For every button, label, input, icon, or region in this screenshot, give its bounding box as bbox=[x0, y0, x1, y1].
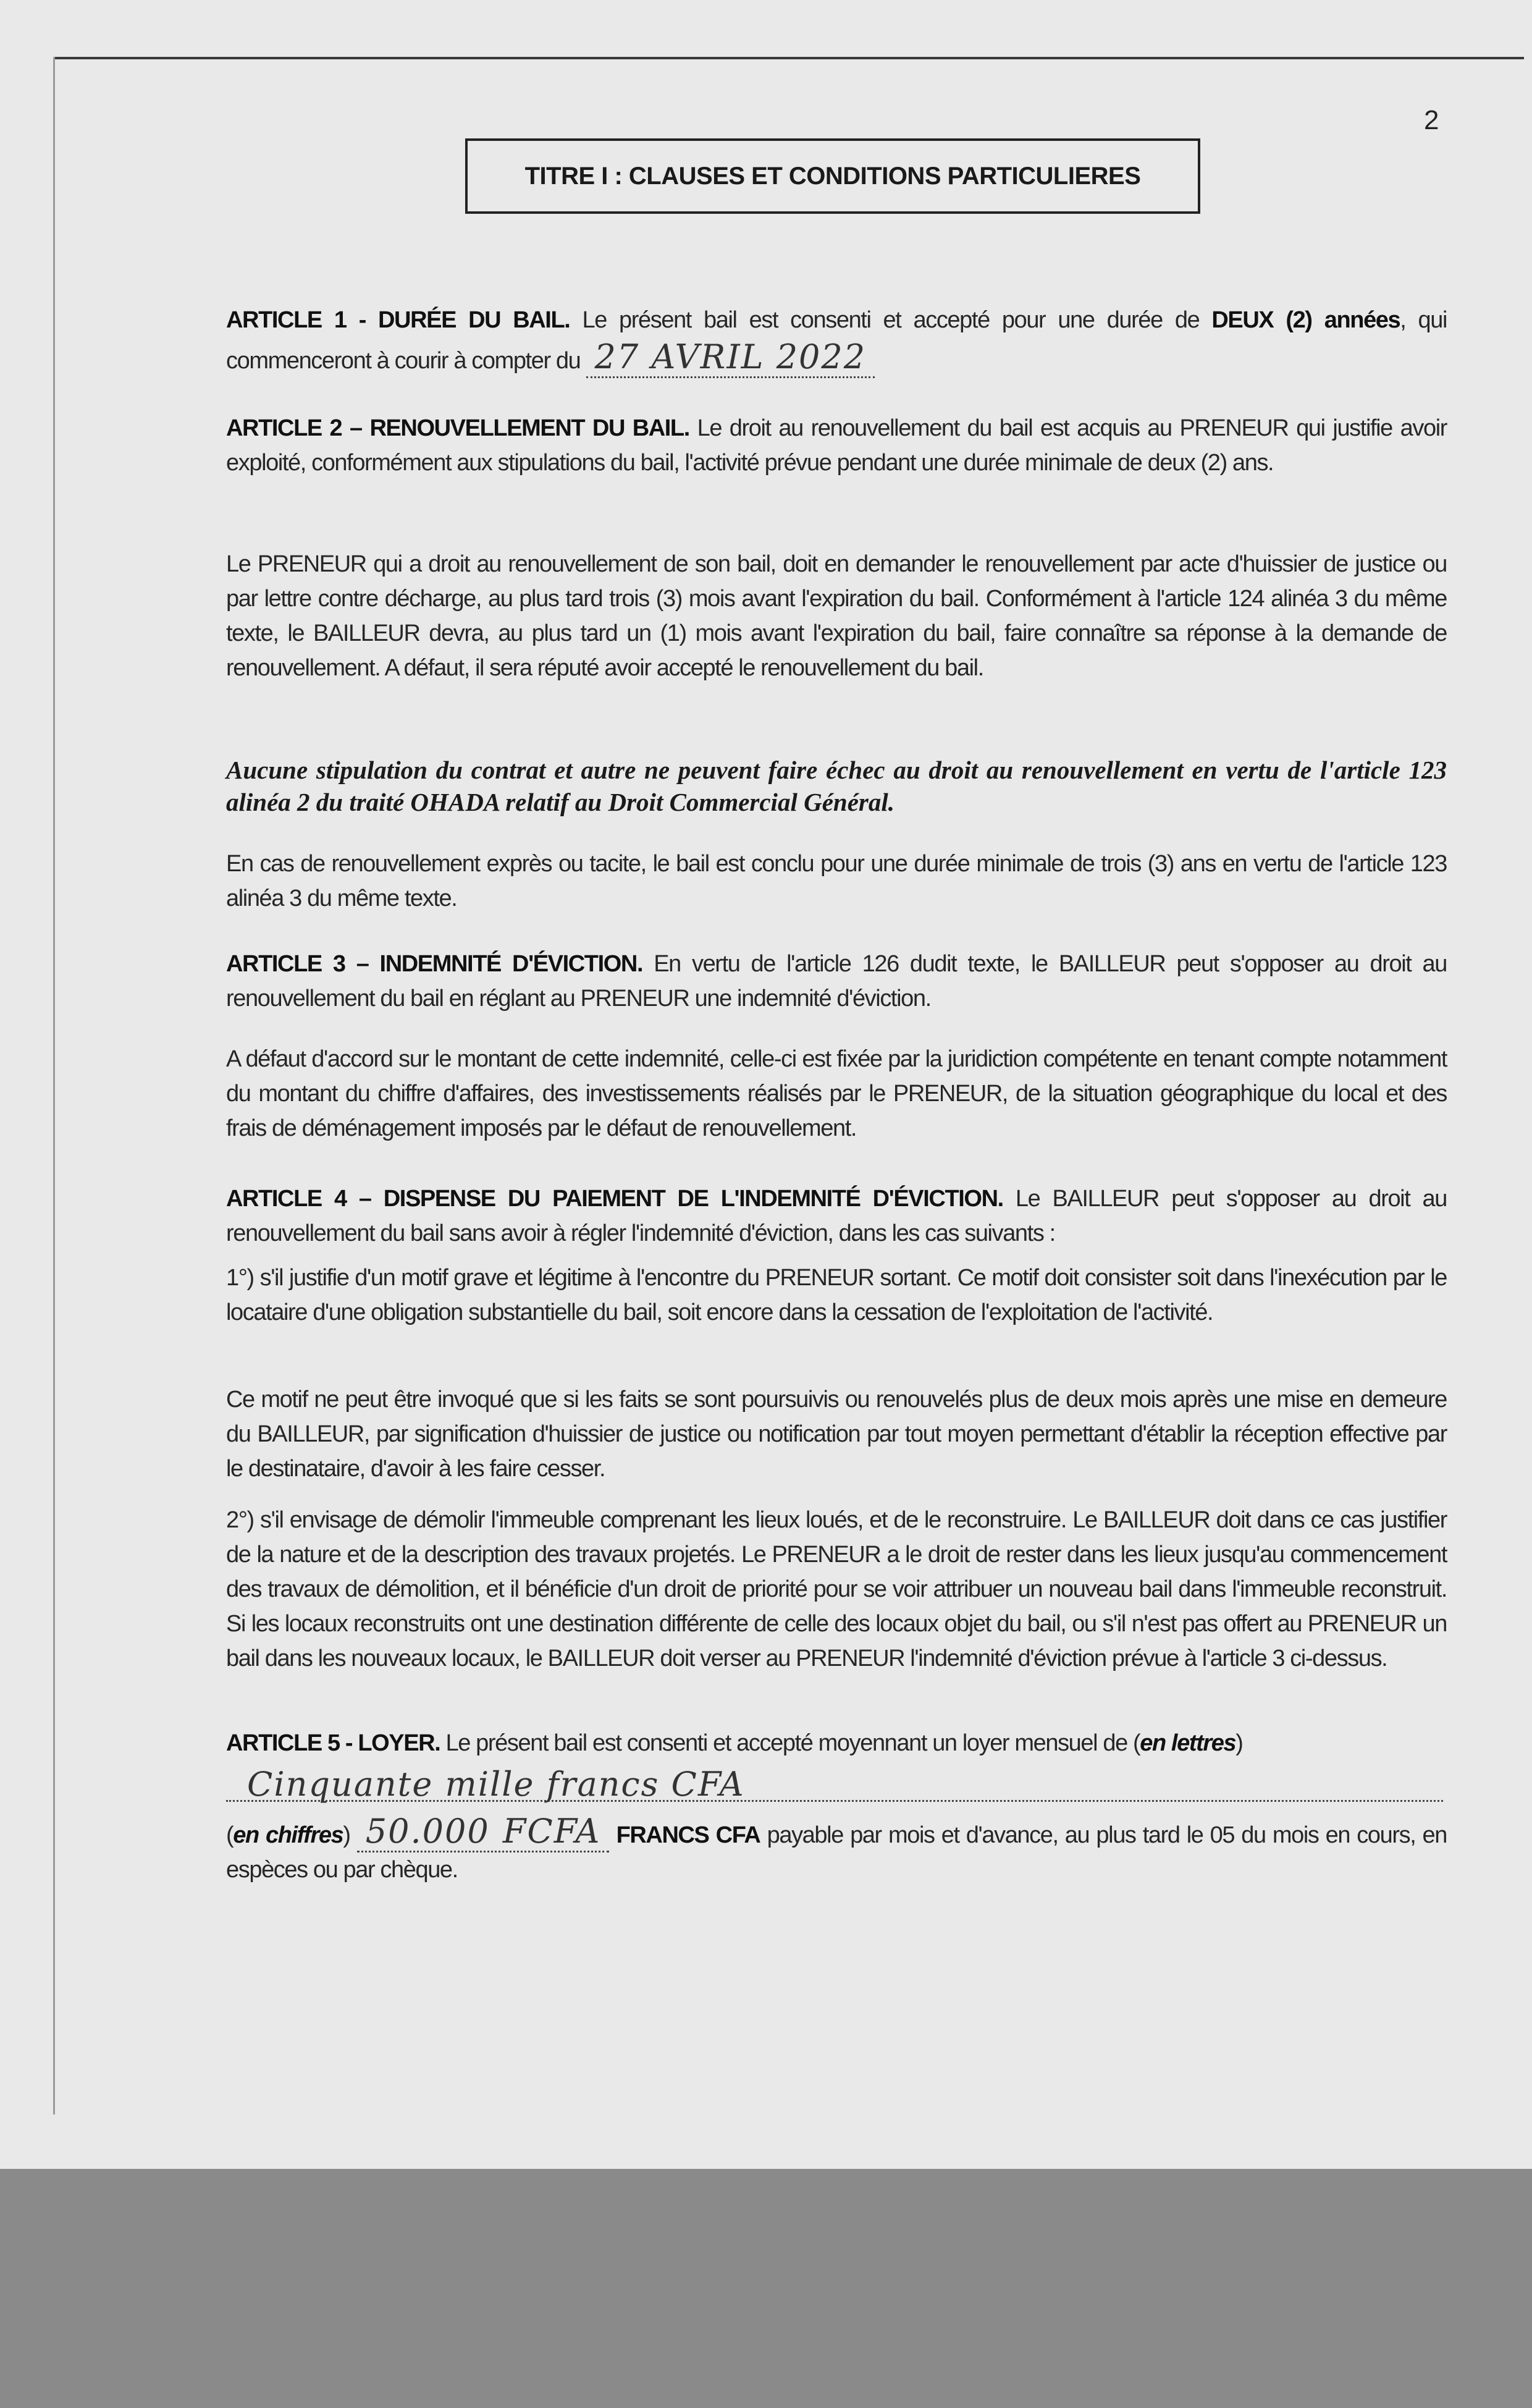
article-1 bbox=[226, 303, 1447, 378]
article-3-heading: ARTICLE 3 – INDEMNITÉ D'ÉVICTION. bbox=[226, 951, 643, 977]
article-3 bbox=[226, 947, 1447, 1016]
currency-label: FRANCS CFA bbox=[616, 1822, 760, 1848]
article-4-heading: ARTICLE 4 – DISPENSE DU PAIEMENT DE L'INDEMNITÉ D'ÉVICTION. bbox=[226, 1186, 1003, 1212]
article-4 bbox=[226, 1181, 1447, 1251]
en-chiffres-label: en chiffres bbox=[233, 1822, 343, 1848]
article-1-heading: ARTICLE 1 - DURÉE DU BAIL. bbox=[226, 307, 570, 333]
article-1-text: Le présent bail est consenti et accepté pour une durée de bbox=[570, 307, 1212, 333]
article-4-case-2: 2°) s'il envisage de démolir l'immeuble comprenant les lieux loués, et de le reconstruire. Le BAILLEUR doit dans ce cas justifier de la nature et de la description des travaux projetés. Le PRENEUR a le droit de rester dans les lieux jusqu'au commencement des travaux de démolition, et il bénéficie d'un droit de priorité pour se voir attribuer un nouveau bail dans l'immeuble reconstruit. Si les locaux reconstruits ont une destination différente de celle des locaux objet du bail, ou s'il n'est pas offert au PRENEUR un bail dans les nouveaux locaux, le BAILLEUR doit verser au PRENEUR l'indemnité d'éviction prévue à l'article 3 ci-dessus. bbox=[226, 1507, 1447, 1671]
article-4-case-1: 1°) s'il justifie d'un motif grave et légitime à l'encontre du PRENEUR sortant. Ce motif doit consister soit dans l'inexécution par le locataire d'une obligation substantielle du bail, soit encore dans la cessation de l'exploitation de l'activité. bbox=[226, 1265, 1447, 1325]
amount-words-handwritten: Cinquante mille francs CFA bbox=[247, 1765, 745, 1804]
start-date-handwritten: 27 AVRIL 2022 bbox=[586, 337, 875, 378]
article-5: ARTICLE 5 - LOYER. Le présent bail est consenti et accepté moyennant un loyer mensuel de (en lettres) Cinquante mille francs CFA (en chiffres) 50.000 FCFA FRANCS CFA payable par mois et d'avance, au plus tard le 05 du mois en cours, en espèces ou par chèque. bbox=[226, 1730, 1447, 1883]
article-2-para-4: En cas de renouvellement exprès ou tacite, le bail est conclu pour une durée minimale de trois (3) ans en vertu de l'article 123 alinéa 3 du même texte. bbox=[226, 851, 1447, 911]
article-2 bbox=[226, 411, 1447, 480]
article-2-italic-clause: Aucune stipulation du contrat et autre ne peuvent faire échec au droit au renouvellement en vertu de l'article 123 alinéa 2 du traité OHADA relatif au Droit Commercial Général. bbox=[226, 756, 1447, 816]
title-box bbox=[465, 138, 1200, 214]
article-5-text: Le présent bail est consenti et accepté moyennant un loyer mensuel de ( bbox=[440, 1730, 1140, 1756]
article-4-case-1b: Ce motif ne peut être invoqué que si les faits se sont poursuivis ou renouvelés plus de deux mois après une mise en demeure du BAILLEUR, par signification d'huissier de justice ou notification par tout moyen permettant d'établir la réception effective par le destinataire, d'avoir à les faire cesser. bbox=[226, 1387, 1447, 1482]
page-border-top bbox=[54, 57, 1524, 59]
article-5-text-end: payable par mois et d'avance, au plus tard le 05 du mois en cours, en espèces ou par chèque. bbox=[226, 1822, 1447, 1883]
lease-duration: DEUX (2) années bbox=[1211, 307, 1400, 333]
amount-figures-handwritten: 50.000 FCFA bbox=[357, 1812, 610, 1852]
article-1-text-b: , qui commenceront à courir à compter du bbox=[226, 307, 1447, 374]
paren-close: ) bbox=[1235, 1730, 1243, 1756]
page-border-left bbox=[53, 57, 55, 2114]
page-number: 2 bbox=[1424, 105, 1439, 135]
article-2-text: Le droit au renouvellement du bail est acquis au PRENEUR qui justifie avoir exploité, conformément aux stipulations du bail, l'activité prévue pendant une durée minimale de deux (2) ans. bbox=[226, 415, 1447, 476]
article-2-heading: ARTICLE 2 – RENOUVELLEMENT DU BAIL. bbox=[226, 415, 689, 441]
page-title: TITRE I : CLAUSES ET CONDITIONS PARTICULIERES bbox=[524, 162, 1141, 190]
article-4-text: Le BAILLEUR peut s'opposer au droit au renouvellement du bail sans avoir à régler l'indemnité d'éviction, dans les cas suivants : bbox=[226, 1186, 1447, 1246]
amount-words-line bbox=[226, 1760, 1443, 1802]
en-lettres-label: en lettres bbox=[1140, 1730, 1236, 1756]
article-3-text: En vertu de l'article 126 dudit texte, le BAILLEUR peut s'opposer au droit au renouvellement du bail en réglant au PRENEUR une indemnité d'éviction. bbox=[226, 951, 1447, 1012]
article-2-para-2: Le PRENEUR qui a droit au renouvellement de son bail, doit en demander le renouvellement par acte d'huissier de justice ou par lettre contre décharge, au plus tard trois (3) mois avant l'expiration du bail. Conformément à l'article 124 alinéa 3 du même texte, le BAILLEUR devra, au plus tard un (1) mois avant l'expiration du bail, faire connaître sa réponse à la demande de renouvellement. A défaut, il sera réputé avoir accepté le renouvellement du bail. bbox=[226, 551, 1447, 681]
article-3-para-2: A défaut d'accord sur le montant de cette indemnité, celle-ci est fixée par la juridiction compétente en tenant compte notamment du montant du chiffre d'affaires, des investissements réalisés par le PRENEUR, de la situation géographique du local et des frais de déménagement imposés par le défaut de renouvellement. bbox=[226, 1046, 1447, 1141]
article-5-heading: ARTICLE 5 - LOYER. bbox=[226, 1730, 440, 1756]
